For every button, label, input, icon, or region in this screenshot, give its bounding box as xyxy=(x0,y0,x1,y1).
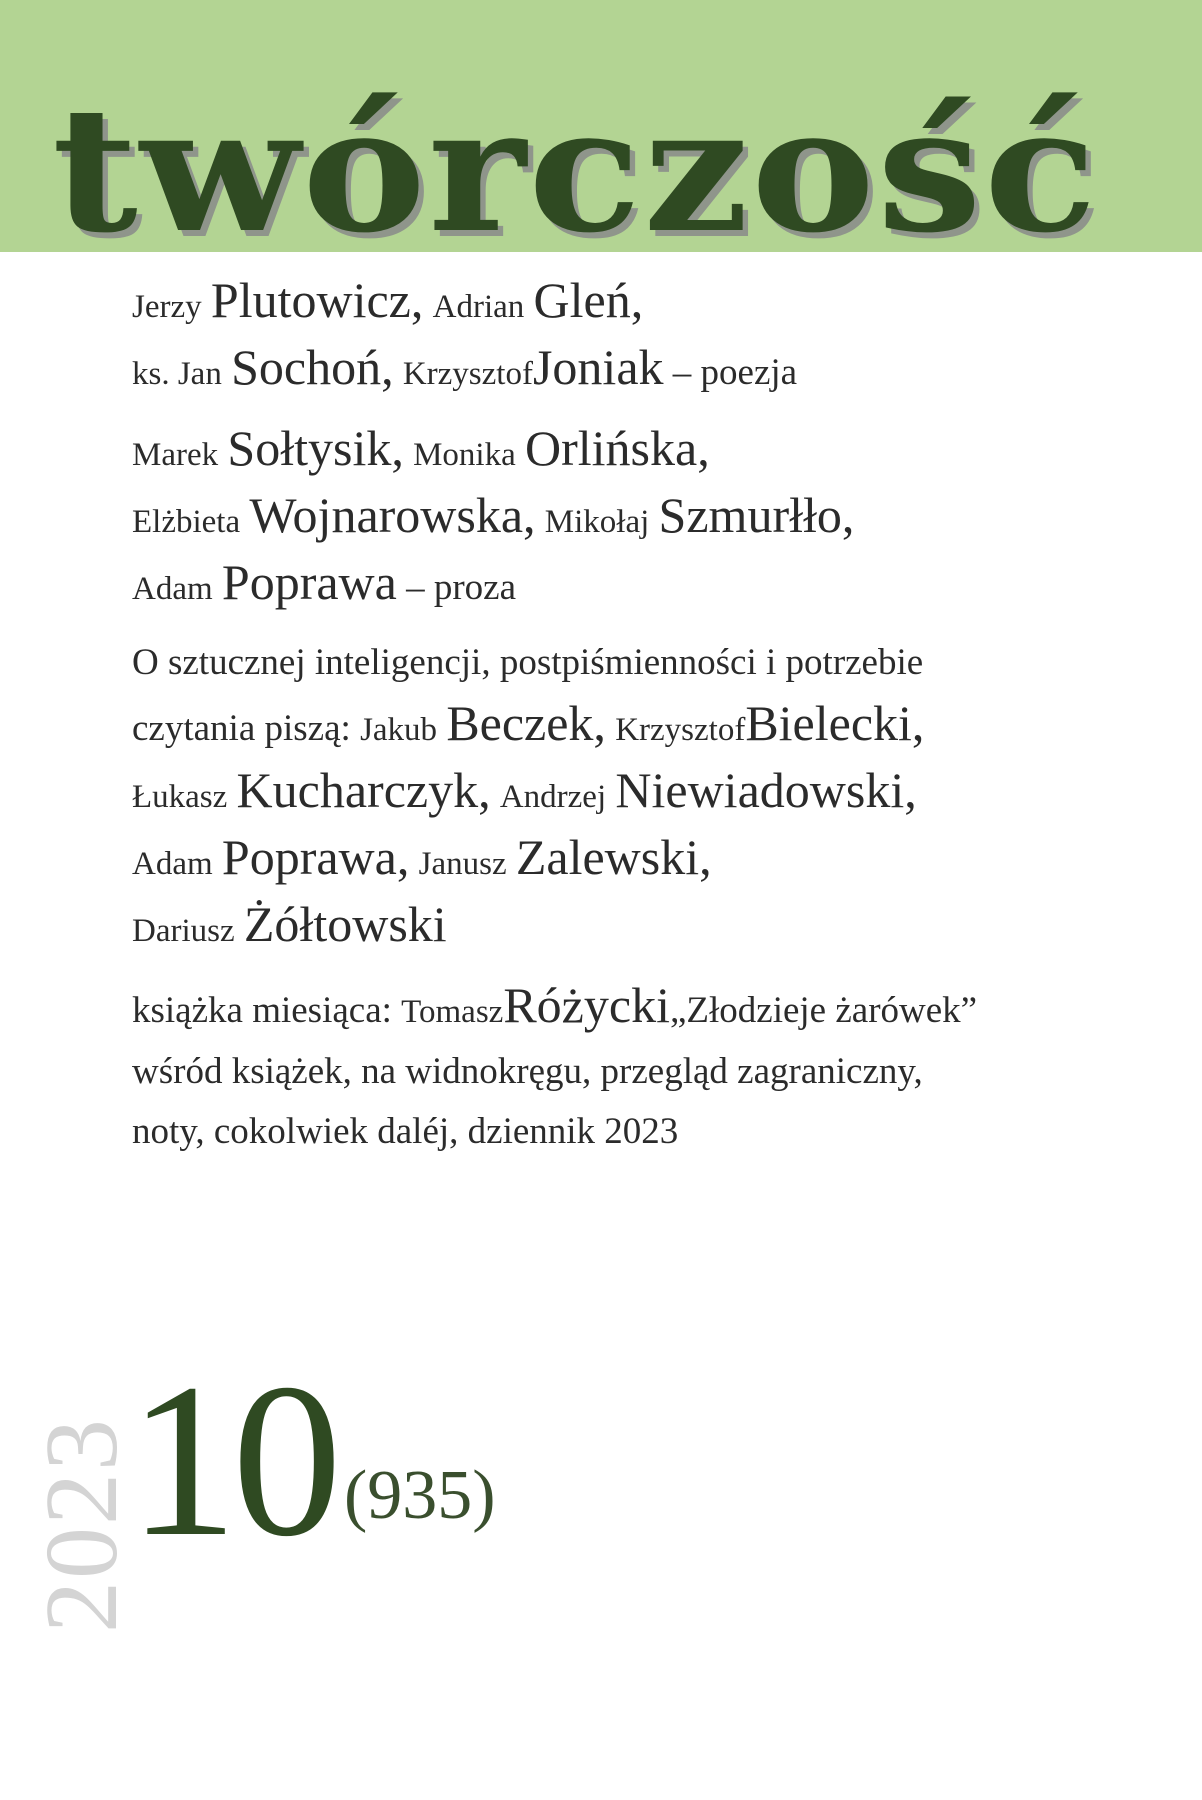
essays-intro: O sztucznej inteligencji, postpiśmienności i potrzebie xyxy=(132,642,924,683)
masthead-title: twórczość xyxy=(52,68,1100,271)
contents-line xyxy=(132,633,1172,693)
author-surname: Poprawa, xyxy=(221,829,410,885)
contents-line xyxy=(132,894,1172,961)
contents-line xyxy=(132,975,1172,1042)
contents-line xyxy=(132,693,1172,760)
author-surname: Szmurłło, xyxy=(658,487,855,543)
author-surname: Poprawa xyxy=(221,554,397,610)
author-surname: Beczek, xyxy=(446,695,606,751)
poetry-section xyxy=(132,270,1172,404)
contents-line xyxy=(132,1102,1172,1162)
issue-number: 10 xyxy=(128,1338,336,1582)
columns-list: wśród książek, na widnokręgu, przegląd zagraniczny, xyxy=(132,1051,923,1092)
author-surname: Kucharczyk, xyxy=(236,762,491,818)
author-first-name: Krzysztof xyxy=(402,356,533,392)
author-first-name: Dariusz xyxy=(132,913,235,949)
issue-total-number: (935) xyxy=(344,1457,496,1534)
section-genre-label: – poezja xyxy=(672,352,798,393)
author-surname: Zalewski, xyxy=(515,829,712,885)
author-first-name: Adrian xyxy=(432,289,525,325)
year-vertical: 2023 xyxy=(24,1417,139,1633)
section-genre-label: – proza xyxy=(406,567,517,608)
essays-section xyxy=(132,633,1172,961)
author-surname: Plutowicz, xyxy=(210,272,424,328)
essays-prefix: czytania piszą: xyxy=(132,708,351,749)
author-first-name: Elżbieta xyxy=(132,504,241,540)
contents-line xyxy=(132,337,1172,404)
author-first-name: Tomasz xyxy=(401,994,504,1030)
author-first-name: Marek xyxy=(132,437,219,473)
author-first-name: Mikołaj xyxy=(544,504,650,540)
author-first-name: Andrzej xyxy=(499,779,607,815)
contents-line xyxy=(132,418,1172,485)
author-first-name: Adam xyxy=(132,571,213,607)
author-surname: Joniak xyxy=(532,339,664,395)
author-first-name: ks. Jan xyxy=(132,356,222,392)
author-surname: Wojnarowska, xyxy=(249,487,536,543)
author-first-name: Jerzy xyxy=(132,289,202,325)
author-first-name: Adam xyxy=(132,846,213,882)
book-of-month-section xyxy=(132,975,1172,1162)
author-surname: Orlińska, xyxy=(525,420,710,476)
author-first-name: Jakub xyxy=(360,712,438,748)
author-surname: Niewiadowski, xyxy=(615,762,917,818)
prose-section xyxy=(132,418,1172,619)
author-surname: Sochoń, xyxy=(231,339,394,395)
table-of-contents xyxy=(132,270,1172,1176)
columns-list: noty, cokolwiek daléj, dziennik 2023 xyxy=(132,1111,679,1152)
author-surname: Gleń, xyxy=(533,272,644,328)
book-title: „Złodzieje żarówek” xyxy=(669,990,978,1031)
author-surname: Żółtowski xyxy=(243,896,447,952)
author-surname: Różycki xyxy=(503,977,670,1033)
contents-line xyxy=(132,485,1172,552)
contents-line xyxy=(132,270,1172,337)
contents-line xyxy=(132,1042,1172,1102)
author-first-name: Krzysztof xyxy=(615,712,746,748)
author-first-name: Janusz xyxy=(418,846,507,882)
contents-line xyxy=(132,552,1172,619)
contents-line xyxy=(132,760,1172,827)
contents-line xyxy=(132,827,1172,894)
author-first-name: Monika xyxy=(413,437,516,473)
book-of-month-label: książka miesiąca: xyxy=(132,990,392,1031)
author-surname: Sołtysik, xyxy=(227,420,404,476)
author-surname: Bielecki, xyxy=(745,695,925,751)
issue-number-block xyxy=(128,1338,496,1582)
author-first-name: Łukasz xyxy=(132,779,228,815)
